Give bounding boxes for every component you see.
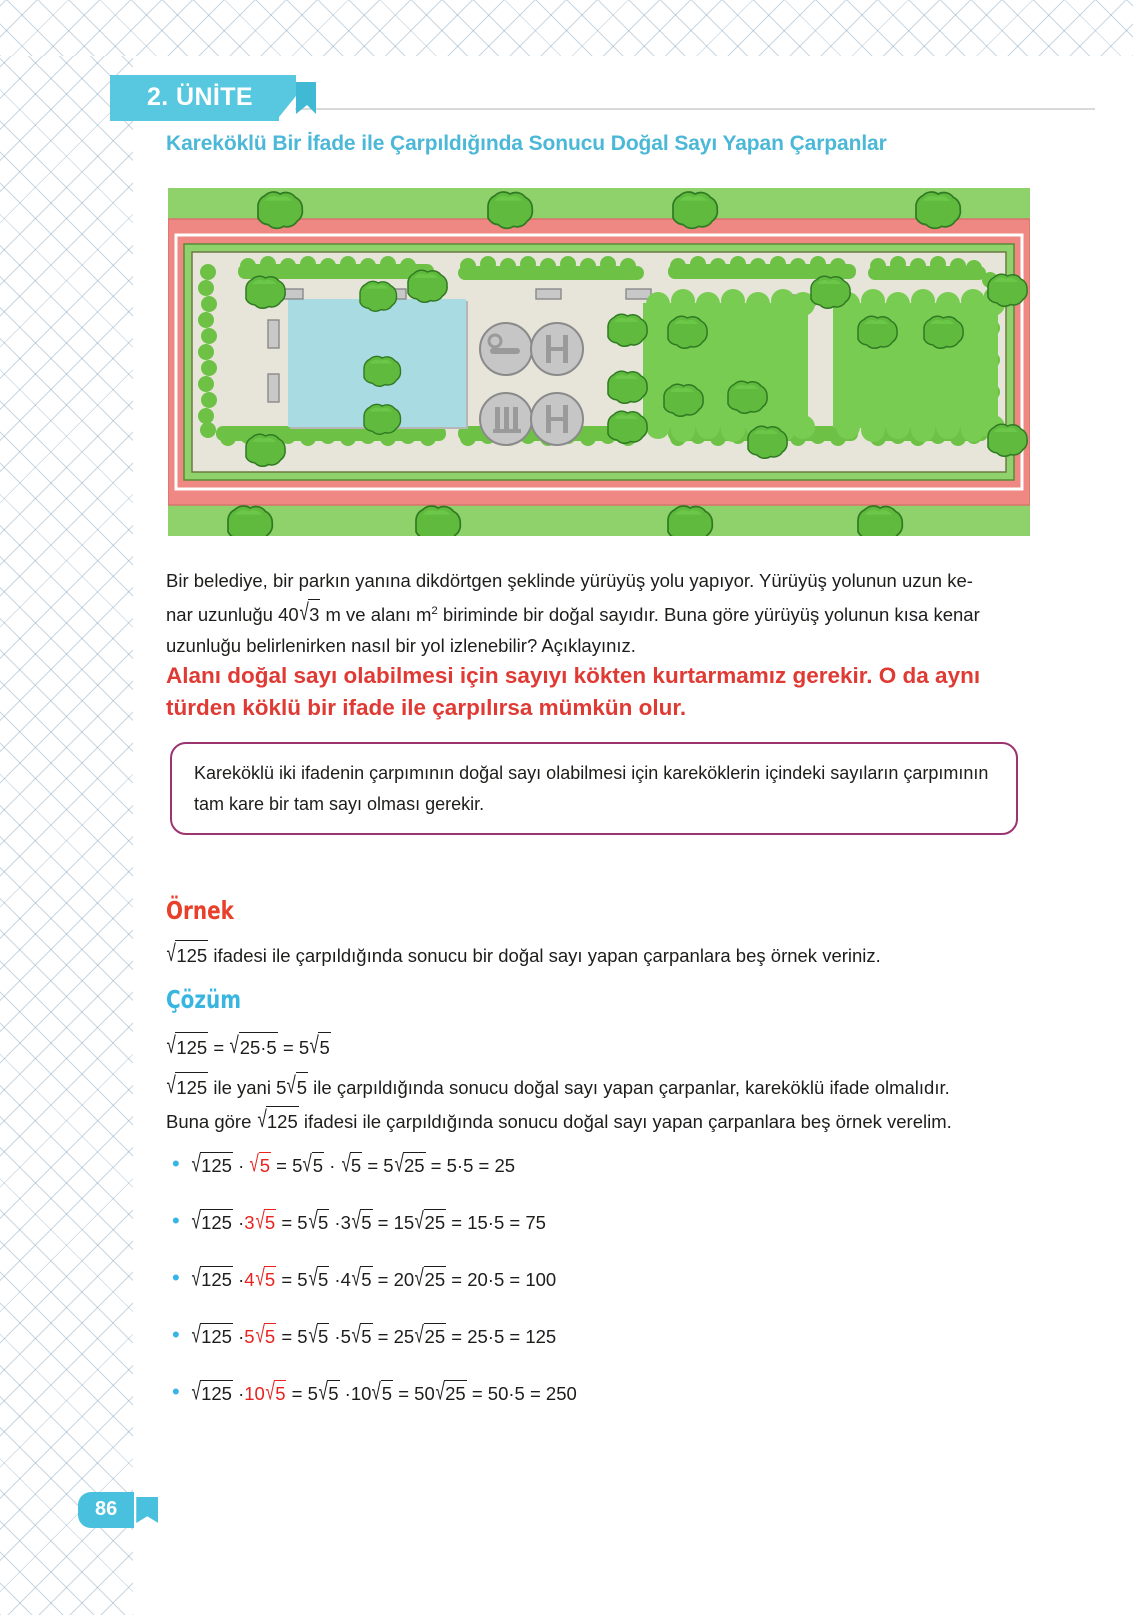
problem-statement	[166, 566, 1133, 661]
highlighted-factor: √5	[255, 1209, 277, 1237]
sqrt-125-inline-2: √125	[257, 1106, 299, 1138]
problem-line-1: Bir belediye, bir parkın yanına dikdörtgen şeklinde yürüyüş yolu yapıyor. Yürüyüş yolunun uzun ke-	[166, 570, 973, 591]
highlighted-factor: √5	[255, 1323, 277, 1351]
example-statement	[166, 940, 1066, 972]
park-plan-svg	[168, 188, 1030, 536]
bullet-equation: √125 ·5√5 = 5√5 ·5√5 = 25√25 = 25·5 = 125	[191, 1323, 557, 1351]
decorative-lattice-left	[0, 0, 133, 1615]
radical-sign-icon: √	[286, 1071, 297, 1098]
list-item	[172, 1263, 1052, 1294]
bullet-equation: √125 ·3√5 = 5√5 ·3√5 = 15√25 = 15·5 = 75	[191, 1209, 546, 1237]
radical-sign-icon: √	[166, 1071, 176, 1098]
page-footer	[78, 1492, 158, 1528]
problem-line-2a: nar uzunluğu 40	[166, 604, 299, 626]
bullet-dot-icon: •	[172, 1378, 180, 1404]
radical-sign-icon: √	[166, 1031, 176, 1058]
solution-paragraph-1	[166, 1072, 1133, 1104]
park-illustration	[168, 188, 1030, 536]
list-item	[172, 1149, 1052, 1180]
sqrt-3: √3	[299, 599, 321, 631]
list-item	[172, 1320, 1052, 1351]
unit-exponent: 2	[431, 605, 438, 617]
solution-p2-a: Buna göre	[166, 1111, 257, 1132]
equals-1: =	[213, 1037, 225, 1058]
solution-label: Çözüm	[166, 985, 242, 1014]
page-title: Kareköklü Bir İfade ile Çarpıldığında Sonucu Doğal Sayı Yapan Çarpanlar	[166, 132, 887, 155]
problem-line-3: uzunluğu belirlenirken nasıl bir yol izlenebilir? Açıklayınız.	[166, 635, 636, 657]
sqrt-5: √5	[309, 1032, 331, 1064]
example-statement-text: ifadesi ile çarpıldığında sonucu bir doğal sayı yapan çarpanlara beş örnek veriniz.	[208, 945, 881, 966]
header-divider	[295, 108, 1095, 110]
problem-line-2b: m ve alanı m	[320, 604, 432, 626]
solution-paragraph-2	[166, 1106, 1133, 1138]
solution-equation-main	[166, 1032, 1066, 1064]
bullet-dot-icon: •	[172, 1207, 180, 1233]
example-label: Örnek	[166, 896, 234, 925]
radical-sign-icon: √	[309, 1031, 319, 1058]
info-box	[170, 742, 1018, 835]
student-answer-line-1: Alanı doğal sayı olabilmesi için sayıyı kökten kurtarmamız gerekir. O da aynı	[166, 663, 981, 688]
bullet-dot-icon: •	[172, 1151, 180, 1176]
student-answer	[166, 660, 1133, 724]
equals-2: =	[282, 1037, 294, 1058]
sqrt-125-example: √125	[166, 940, 208, 972]
bullet-equation: √125 ·4√5 = 5√5 ·4√5 = 20√25 = 20·5 = 100	[191, 1266, 557, 1294]
decorative-lattice-top	[0, 0, 1133, 56]
solution-p1-b: ile yani 5	[208, 1077, 287, 1098]
bullet-dot-icon: •	[172, 1321, 180, 1347]
bullet-dot-icon: •	[172, 1264, 180, 1290]
example-bullet-list	[172, 1149, 1052, 1437]
radical-sign-icon: √	[299, 598, 309, 625]
unit-banner	[110, 75, 316, 121]
solution-p2-b: ifadesi ile çarpıldığında sonucu doğal sayı yapan çarpanlara beş örnek verelim.	[298, 1111, 952, 1132]
problem-line-2c: biriminde bir doğal sayıdır. Buna göre yürüyüş yolunun kısa kenar	[437, 604, 980, 626]
sqrt-25x5: √25·5	[229, 1032, 277, 1064]
list-item	[172, 1206, 1052, 1237]
solution-p1-d: ile çarpıldığında sonucu doğal sayı yapan çarpanlar, kareköklü ifade olmalıdır.	[308, 1077, 950, 1098]
bullet-equation: √125 ·10√5 = 5√5 ·10√5 = 50√25 = 50·5 = 250	[191, 1380, 577, 1408]
unit-label: 2. ÜNİTE	[110, 75, 279, 121]
radical-sign-icon: √	[229, 1031, 240, 1058]
sqrt-5-inline: √5	[286, 1072, 308, 1104]
page-number: 86	[78, 1492, 134, 1528]
sqrt-125: √125	[166, 1032, 208, 1064]
coef-5: 5	[298, 1037, 310, 1058]
page-ribbon-icon	[136, 1497, 158, 1523]
sqrt-125-inline: √125	[166, 1072, 208, 1104]
highlighted-factor: √5	[255, 1266, 277, 1294]
student-answer-line-2: türden köklü bir ifade ile çarpılırsa mümkün olur.	[166, 695, 687, 720]
bullet-equation: √125 · √5 = 5√5 · √5 = 5√25 = 5·5 = 25	[191, 1152, 515, 1180]
highlighted-factor: √5	[265, 1380, 287, 1408]
radical-sign-icon: √	[166, 939, 176, 966]
list-item	[172, 1377, 1052, 1408]
radical-sign-icon: √	[257, 1105, 267, 1132]
info-box-text: Kareköklü iki ifadenin çarpımının doğal sayı olabilmesi için kareköklerin içindeki sayıların çarpımının tam kare bir tam sayı olması gerekir.	[194, 763, 989, 814]
unit-ribbon-icon	[296, 82, 316, 114]
highlighted-factor: √5	[249, 1152, 271, 1180]
